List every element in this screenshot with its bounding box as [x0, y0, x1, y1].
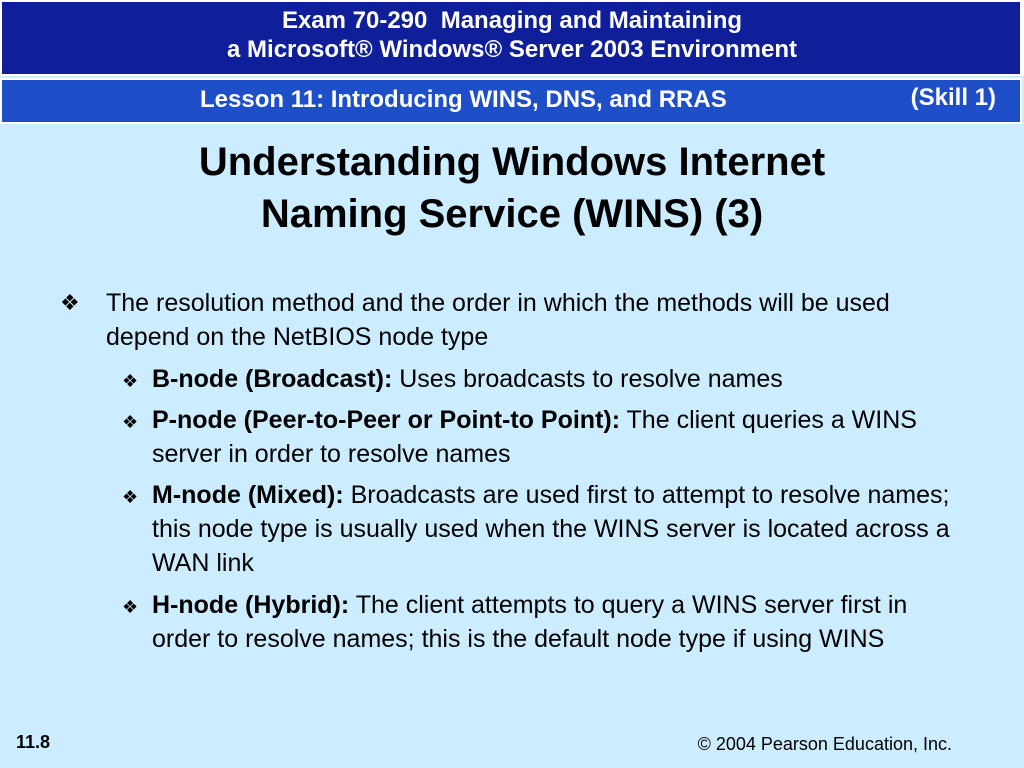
sub-bullet-term: M-node (Mixed): — [152, 481, 344, 509]
sub-bullet-mnode — [122, 478, 972, 580]
sub-bullet-term: H-node (Hybrid): — [152, 591, 350, 619]
sub-bullet-bnode — [122, 362, 972, 396]
slide-title-text: Understanding Windows Internet Naming Service (WINS) (3) — [198, 140, 826, 236]
sub-bullet-text: Uses broadcasts to resolve names — [392, 365, 783, 393]
slide-title — [0, 136, 1024, 240]
sub-bullet-hnode — [122, 588, 972, 656]
bullet-main-text: The resolution method and the order in which the methods will be used depend on the NetBIOS node type — [106, 289, 890, 351]
sub-bullet-pnode — [122, 403, 972, 471]
copyright-text: © 2004 Pearson Education, Inc. — [697, 734, 952, 754]
bullet-main — [60, 286, 960, 354]
bullet-diamond-icon: ❖ — [122, 487, 139, 507]
lesson-title: Lesson 11: Introducing WINS, DNS, and RRAS — [200, 86, 727, 113]
bullet-diamond-icon: ❖ — [122, 597, 139, 617]
sub-bullet-text: Broadcasts are used first to attempt to resolve names; this node type is usually used when the WINS server is located across a WAN link — [152, 481, 950, 577]
sub-bullet-term: P-node (Peer-to-Peer or Point-to Point): — [152, 406, 621, 434]
sub-bullet-term: B-node (Broadcast): — [152, 365, 393, 393]
exam-title: Exam 70-290 Managing and Maintaining a Microsoft® Windows® Server 2003 Environment — [227, 7, 797, 63]
bullet-diamond-icon: ❖ — [122, 371, 139, 391]
bullet-diamond-icon: ❖ — [122, 412, 139, 432]
slide-number: 11.8 — [16, 732, 51, 752]
bullet-diamond-icon: ❖ — [60, 290, 80, 315]
sub-bullet-text: The client attempts to query a WINS server first in order to resolve names; this is the default node type if using WINS — [152, 591, 908, 653]
sub-bullet-text: The client queries a WINS server in order to resolve names — [152, 406, 917, 468]
skill-label: (Skill 1) — [910, 84, 996, 111]
